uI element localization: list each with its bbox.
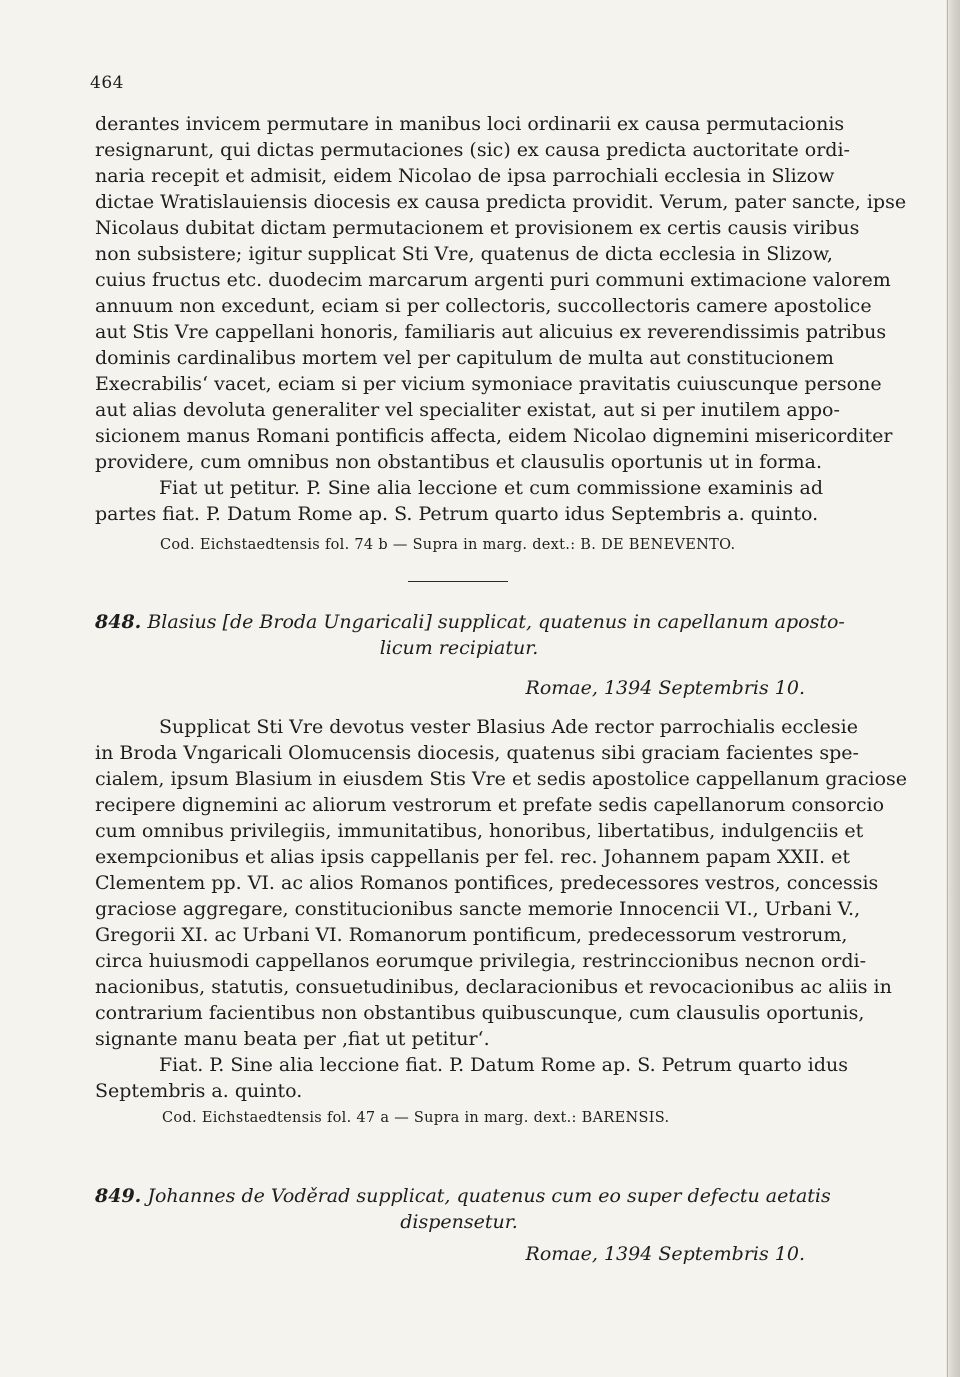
text-line: aut Stis Vre cappellani honoris, familiaris aut alicuius ex reverendissimis patribus [95, 321, 887, 343]
text-line: cum omnibus privilegiis, immunitatibus, honoribus, libertatibus, indulgenciis et [95, 820, 864, 842]
text-line: derantes invicem permutare in manibus loci ordinarii ex causa permutacionis [95, 113, 845, 135]
heading-line: licum recipiatur. [379, 637, 539, 659]
heading-line: dispensetur. [400, 1211, 518, 1233]
text-line: partes fiat. P. Datum Rome ap. S. Petrum quarto idus Septembris a. quinto. [95, 503, 819, 525]
heading-text: Blasius [de Broda Ungaricali] supplicat, quatenus in capellanum aposto- [147, 611, 845, 633]
page-edge-shadow [946, 0, 960, 1377]
text-line: Fiat ut petitur. P. Sine alia leccione et cum commissione examinis ad [159, 477, 823, 499]
text-line: sicionem manus Romani pontificis affecta, eidem Nicolao dignemini misericorditer [95, 425, 893, 447]
text-line: Supplicat Sti Vre devotus vester Blasius Ade rector parrochialis ecclesie [159, 716, 858, 738]
text-line: providere, cum omnibus non obstantibus et clausulis oportunis ut in forma. [95, 451, 823, 473]
text-line: Nicolaus dubitat dictam permutacionem et provisionem ex certis causis viribus [95, 217, 860, 239]
entry-number: 848. [95, 611, 142, 633]
entry-847-continuation [95, 111, 907, 527]
entry-849-heading [95, 1183, 831, 1267]
page-edge-line [947, 0, 948, 1377]
text-line: dominis cardinalibus mortem vel per capitulum de multa aut constitucionem [95, 347, 834, 369]
text-line: Fiat. P. Sine alia leccione fiat. P. Datum Rome ap. S. Petrum quarto idus [159, 1054, 849, 1076]
section-divider [408, 581, 508, 582]
text-line: contrarium facientibus non obstantibus quibuscunque, cum clausulis oportunis, [95, 1002, 865, 1024]
heading-text: Johannes de Voděrad supplicat, quatenus cum eo super defectu aetatis [147, 1185, 831, 1207]
text-line: nacionibus, statutis, consuetudinibus, declaracionibus et revocacionibus ac aliis in [95, 976, 892, 998]
text-line: Gregorii XI. ac Urbani VI. Romanorum pontificum, predecessorum vestrorum, [95, 924, 848, 946]
text-line: signante manu beata per ‚fiat ut petitur‘. [95, 1028, 490, 1050]
text-line: recipere dignemini ac aliorum vestrorum et prefate sedis capellanorum consorcio [95, 794, 885, 816]
text-line: cuius fructus etc. duodecim marcarum argenti puri communi extimacione valorem [95, 269, 891, 291]
entry-848-body [95, 714, 908, 1104]
text-line: exempcionibus et alias ipsis cappellanis per fel. rec. Johannem papam XXII. et [95, 846, 850, 868]
page-number: 464 [90, 73, 124, 93]
text-line: dictae Wratislauiensis diocesis ex causa predicta providit. Verum, pater sancte, ipse [95, 191, 907, 213]
text-line: Septembris a. quinto. [95, 1080, 303, 1102]
source-note: Cod. Eichstaedtensis fol. 74 b — Supra in marg. dext.: B. DE BENEVENTO. [160, 537, 736, 553]
source-note: Cod. Eichstaedtensis fol. 47 a — Supra in marg. dext.: BARENSIS. [162, 1110, 670, 1126]
text-line: Clementem pp. VI. ac alios Romanos pontifices, predecessores vestros, concessis [95, 872, 879, 894]
entry-date: Romae, 1394 Septembris 10. [525, 1243, 805, 1265]
text-line: resignarunt, qui dictas permutaciones (sic) ex causa predicta auctoritate ordi- [95, 139, 850, 161]
heading-line [95, 1183, 831, 1209]
entry-number: 849. [95, 1185, 142, 1207]
text-line: circa huiusmodi cappellanos eorumque privilegia, restrinccionibus necnon ordi- [95, 950, 867, 972]
text-line: cialem, ipsum Blasium in eiusdem Stis Vre et sedis apostolice cappellanum graciose [95, 768, 908, 790]
text-line: Execrabilis‘ vacet, eciam si per vicium symoniace pravitatis cuiuscunque persone [95, 373, 882, 395]
text-line: graciose aggregare, constitucionibus sancte memorie Innocencii VI., Urbani V., [95, 898, 861, 920]
text-line: annuum non excedunt, eciam si per collectoris, succollectoris camere apostolice [95, 295, 872, 317]
text-line: aut alias devoluta generaliter vel specialiter existat, aut si per inutilem appo- [95, 399, 840, 421]
text-line: in Broda Vngaricali Olomucensis diocesis, quatenus sibi graciam facientes spe- [95, 742, 859, 764]
entry-date: Romae, 1394 Septembris 10. [525, 677, 805, 699]
entry-848-heading [95, 609, 845, 701]
heading-line [95, 609, 845, 635]
text-line: naria recepit et admisit, eidem Nicolao de ipsa parrochiali ecclesia in Slizow [95, 165, 835, 187]
text-line: non subsistere; igitur supplicat Sti Vre, quatenus de dicta ecclesia in Slizow, [95, 243, 833, 265]
